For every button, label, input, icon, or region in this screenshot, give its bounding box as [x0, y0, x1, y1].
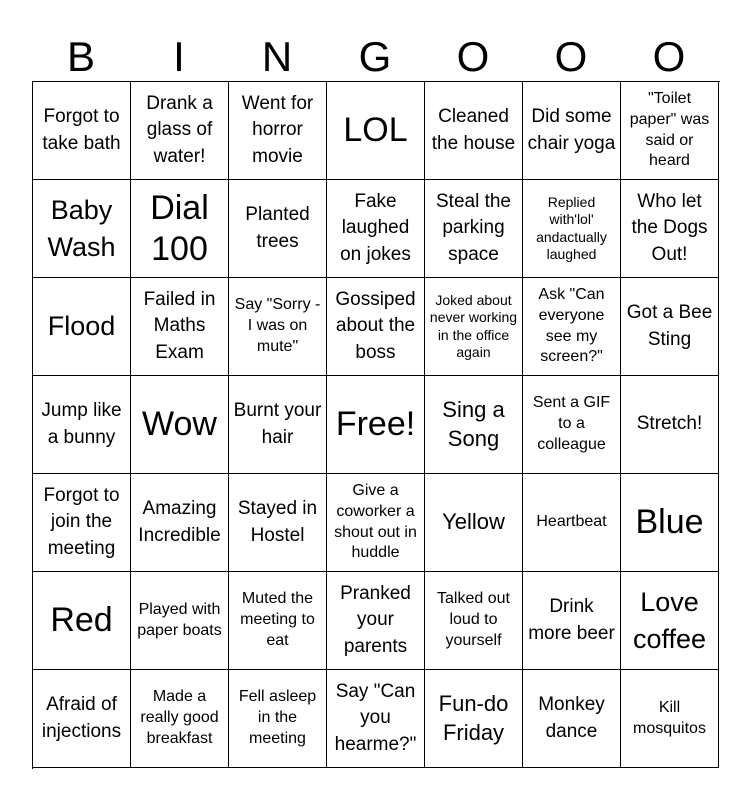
cell-text: Played with paper boats [137, 600, 222, 639]
bingo-cell[interactable] [33, 474, 131, 572]
cell-text: Yellow [442, 509, 505, 535]
bingo-cell[interactable] [621, 376, 719, 474]
bingo-cell[interactable] [523, 474, 621, 572]
cell-text: Fun-do Friday [438, 690, 509, 745]
bingo-cell[interactable] [229, 376, 327, 474]
bingo-cell[interactable] [327, 572, 425, 670]
bingo-cell[interactable] [523, 180, 621, 278]
header-letter-o-2: O [554, 33, 588, 80]
bingo-cell[interactable] [33, 180, 131, 278]
bingo-cell[interactable] [523, 82, 621, 180]
header-letter-o-3: O [652, 33, 686, 80]
cell-text: Heartbeat [536, 513, 607, 531]
cell-text: Sing a Song [442, 396, 505, 451]
cell-text: Talked out loud to yourself [437, 590, 510, 649]
bingo-cell[interactable] [621, 572, 719, 670]
cell-text: Stayed in Hostel [237, 497, 318, 546]
bingo-cell[interactable] [523, 670, 621, 768]
cell-text: "Toilet paper" was said or heard [629, 89, 710, 170]
cell-text: Ask "Can everyone see my screen?" [538, 285, 605, 366]
bingo-cell[interactable] [33, 278, 131, 376]
bingo-cell[interactable] [131, 572, 229, 670]
bingo-cell[interactable] [131, 670, 229, 768]
free-space-text: Free! [335, 405, 416, 444]
bingo-cell[interactable] [621, 278, 719, 376]
bingo-cell[interactable] [621, 474, 719, 572]
bingo-cell[interactable] [621, 670, 719, 768]
bingo-cell[interactable] [523, 376, 621, 474]
bingo-cell[interactable] [33, 82, 131, 180]
cell-text: Jump like a bunny [41, 399, 122, 448]
header-letter-b: B [66, 33, 95, 80]
bingo-cell[interactable] [327, 474, 425, 572]
bingo-cell[interactable] [523, 572, 621, 670]
cell-text: Baby Wash [47, 195, 116, 262]
cell-text: Afraid of injections [41, 693, 122, 742]
cell-text: Went for horror movie [241, 92, 314, 167]
cell-text: Kill mosquitos [633, 698, 706, 737]
cell-text: Drank a glass of water! [146, 92, 213, 167]
cell-text: Joked about never working in the office again [429, 291, 518, 360]
cell-text: Steal the parking space [436, 190, 511, 265]
cell-text: Forgot to join the meeting [43, 484, 120, 559]
header-letter-o-1: O [456, 33, 490, 80]
bingo-cell[interactable] [327, 180, 425, 278]
bingo-cell[interactable] [33, 376, 131, 474]
cell-text: Made a really good breakfast [140, 688, 219, 747]
bingo-cell[interactable] [327, 670, 425, 768]
cell-text: Failed in Maths Exam [143, 288, 216, 363]
cell-text: Monkey dance [538, 693, 605, 742]
cell-text: Red [50, 601, 113, 640]
bingo-cell[interactable] [131, 376, 229, 474]
bingo-cell[interactable] [131, 278, 229, 376]
bingo-cell[interactable] [425, 82, 523, 180]
bingo-cell[interactable] [523, 278, 621, 376]
cell-text: Fell asleep in the meeting [238, 688, 317, 747]
cell-text: Who let the Dogs Out! [631, 190, 708, 265]
cell-text: LOL [343, 111, 408, 150]
bingo-cell[interactable] [131, 180, 229, 278]
cell-text: Amazing Incredible [138, 497, 221, 546]
cell-text: Love coffee [632, 587, 707, 654]
bingo-cell[interactable] [621, 82, 719, 180]
cell-text: Drink more beer [528, 595, 615, 644]
bingo-cell[interactable] [229, 572, 327, 670]
header-letter-g: G [358, 33, 392, 80]
cell-text: Replied with'lol' andactually laughed [536, 193, 607, 262]
cell-text: Got a Bee Sting [626, 301, 713, 350]
bingo-cell[interactable] [33, 572, 131, 670]
bingo-cell[interactable] [621, 180, 719, 278]
bingo-cell[interactable] [425, 670, 523, 768]
bingo-cell[interactable] [33, 670, 131, 768]
bingo-cell[interactable] [229, 180, 327, 278]
bingo-cell[interactable] [425, 376, 523, 474]
cell-text: Wow [142, 405, 217, 444]
cell-text: Planted trees [245, 203, 310, 252]
header-letter-i: I [173, 33, 185, 80]
cell-text: Give a coworker a shout out in huddle [334, 481, 417, 562]
free-space-cell[interactable] [327, 376, 425, 474]
bingo-cell[interactable] [131, 474, 229, 572]
cell-text: Forgot to take bath [42, 105, 121, 154]
bingo-cell[interactable] [425, 180, 523, 278]
header-letter-n: N [261, 33, 293, 80]
bingo-cell[interactable] [425, 572, 523, 670]
cell-text: Gossiped about the boss [335, 288, 416, 363]
bingo-cell[interactable] [229, 278, 327, 376]
cell-text: Sent a GIF to a colleague [532, 394, 611, 453]
bingo-cell[interactable] [327, 278, 425, 376]
bingo-cell[interactable] [131, 82, 229, 180]
bingo-cell[interactable] [229, 474, 327, 572]
bingo-cell[interactable] [425, 278, 523, 376]
bingo-cell[interactable] [327, 82, 425, 180]
cell-text: Burnt your hair [233, 399, 322, 448]
cell-text: Muted the meeting to eat [240, 590, 315, 649]
bingo-board [32, 81, 720, 769]
bingo-cell[interactable] [425, 474, 523, 572]
cell-text: Cleaned the house [431, 105, 516, 154]
cell-text: Pranked your parents [340, 582, 411, 657]
bingo-header [32, 34, 718, 80]
cell-text: Stretch! [636, 413, 703, 435]
bingo-cell[interactable] [229, 82, 327, 180]
cell-text: Fake laughed on jokes [340, 190, 411, 265]
cell-text: Blue [635, 503, 704, 542]
cell-text: Did some chair yoga [527, 105, 616, 154]
cell-text: Say "Can you hearme?" [334, 680, 417, 755]
bingo-cell[interactable] [229, 670, 327, 768]
cell-text: Dial 100 [150, 188, 209, 268]
cell-text: Say "Sorry - I was on mute" [234, 296, 321, 355]
cell-text: Flood [47, 311, 116, 342]
